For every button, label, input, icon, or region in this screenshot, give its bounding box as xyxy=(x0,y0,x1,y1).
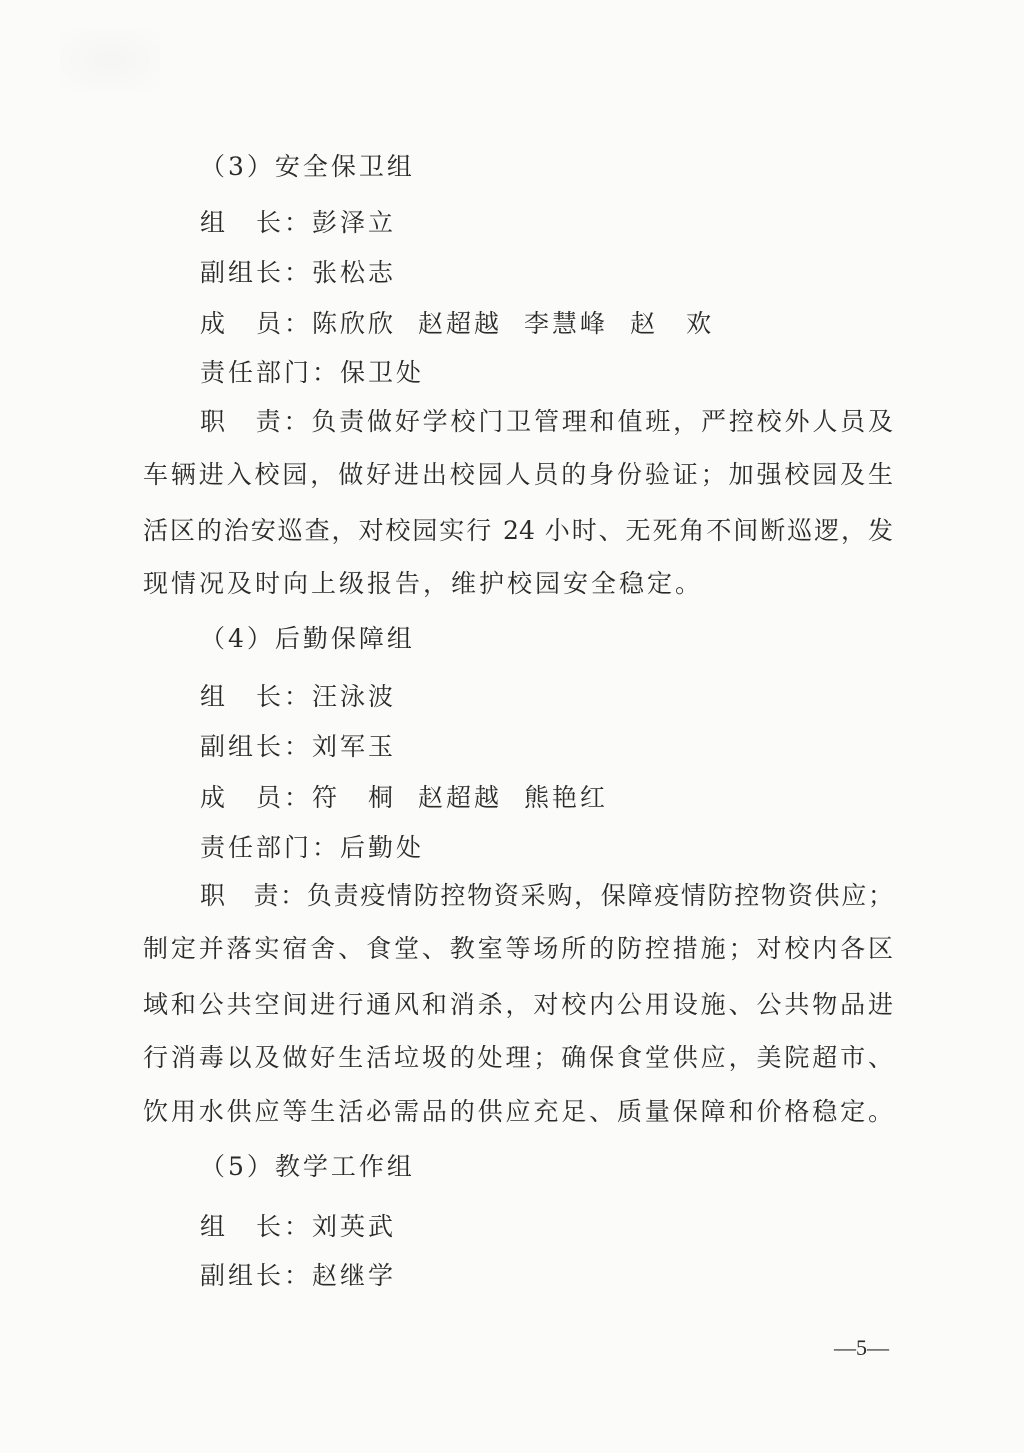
section5-deputy: 副组长：赵继学 xyxy=(200,1261,397,1290)
scan-artifact xyxy=(60,30,160,90)
member-name: 赵超越 xyxy=(418,783,503,812)
section4-deputy: 副组长：刘军玉 xyxy=(200,732,397,761)
section3-duty-line: 现情况及时向上级报告，维护校园安全稳定。 xyxy=(143,569,704,598)
section4-duty-line: 域和公共空间进行通风和消杀，对校内公用设施、公共物品进 xyxy=(143,990,893,1019)
section4-duty-line: 行消毒以及做好生活垃圾的处理；确保食堂供应，美院超市、 xyxy=(143,1043,893,1072)
section3-members xyxy=(200,309,736,339)
member-name: 赵超越 xyxy=(418,309,503,338)
members-label: 成 员： xyxy=(200,309,313,338)
member-name: 符 桐 xyxy=(312,783,397,812)
section3-duty-line: 职 责：负责做好学校门卫管理和值班，严控校外人员及 xyxy=(200,407,893,436)
section4-duty-line: 制定并落实宿舍、食堂、教室等场所的防控措施；对校内各区 xyxy=(143,934,893,963)
members-label: 成 员： xyxy=(200,783,313,812)
section5-title: （5）教学工作组 xyxy=(200,1152,415,1181)
member-name: 熊艳红 xyxy=(524,783,609,812)
section4-duty-line: 饮用水供应等生活必需品的供应充足、质量保障和价格稳定。 xyxy=(143,1097,893,1126)
member-name: 李慧峰 xyxy=(524,309,609,338)
section3-title: （3）安全保卫组 xyxy=(200,152,415,181)
member-name: 赵 欢 xyxy=(630,309,715,338)
section3-duty-line: 车辆进入校园，做好进出校园人员的身份验证；加强校园及生 xyxy=(143,460,893,489)
section4-title: （4）后勤保障组 xyxy=(200,624,415,653)
page-number: —5— xyxy=(834,1335,889,1360)
section3-department: 责任部门：保卫处 xyxy=(200,358,425,387)
section3-deputy: 副组长：张松志 xyxy=(200,258,397,287)
section3-duty-line: 活区的治安巡查，对校园实行 24 小时、无死角不间断巡逻，发 xyxy=(143,516,893,545)
section3-leader: 组 长：彭泽立 xyxy=(200,208,397,237)
section4-department: 责任部门：后勤处 xyxy=(200,833,425,862)
section5-leader: 组 长：刘英武 xyxy=(200,1212,397,1241)
section4-leader: 组 长：汪泳波 xyxy=(200,682,397,711)
section4-members xyxy=(200,783,630,813)
member-name: 陈欣欣 xyxy=(312,309,397,338)
section4-duty-line: 职 责：负责疫情防控物资采购，保障疫情防控物资供应； xyxy=(200,881,893,910)
